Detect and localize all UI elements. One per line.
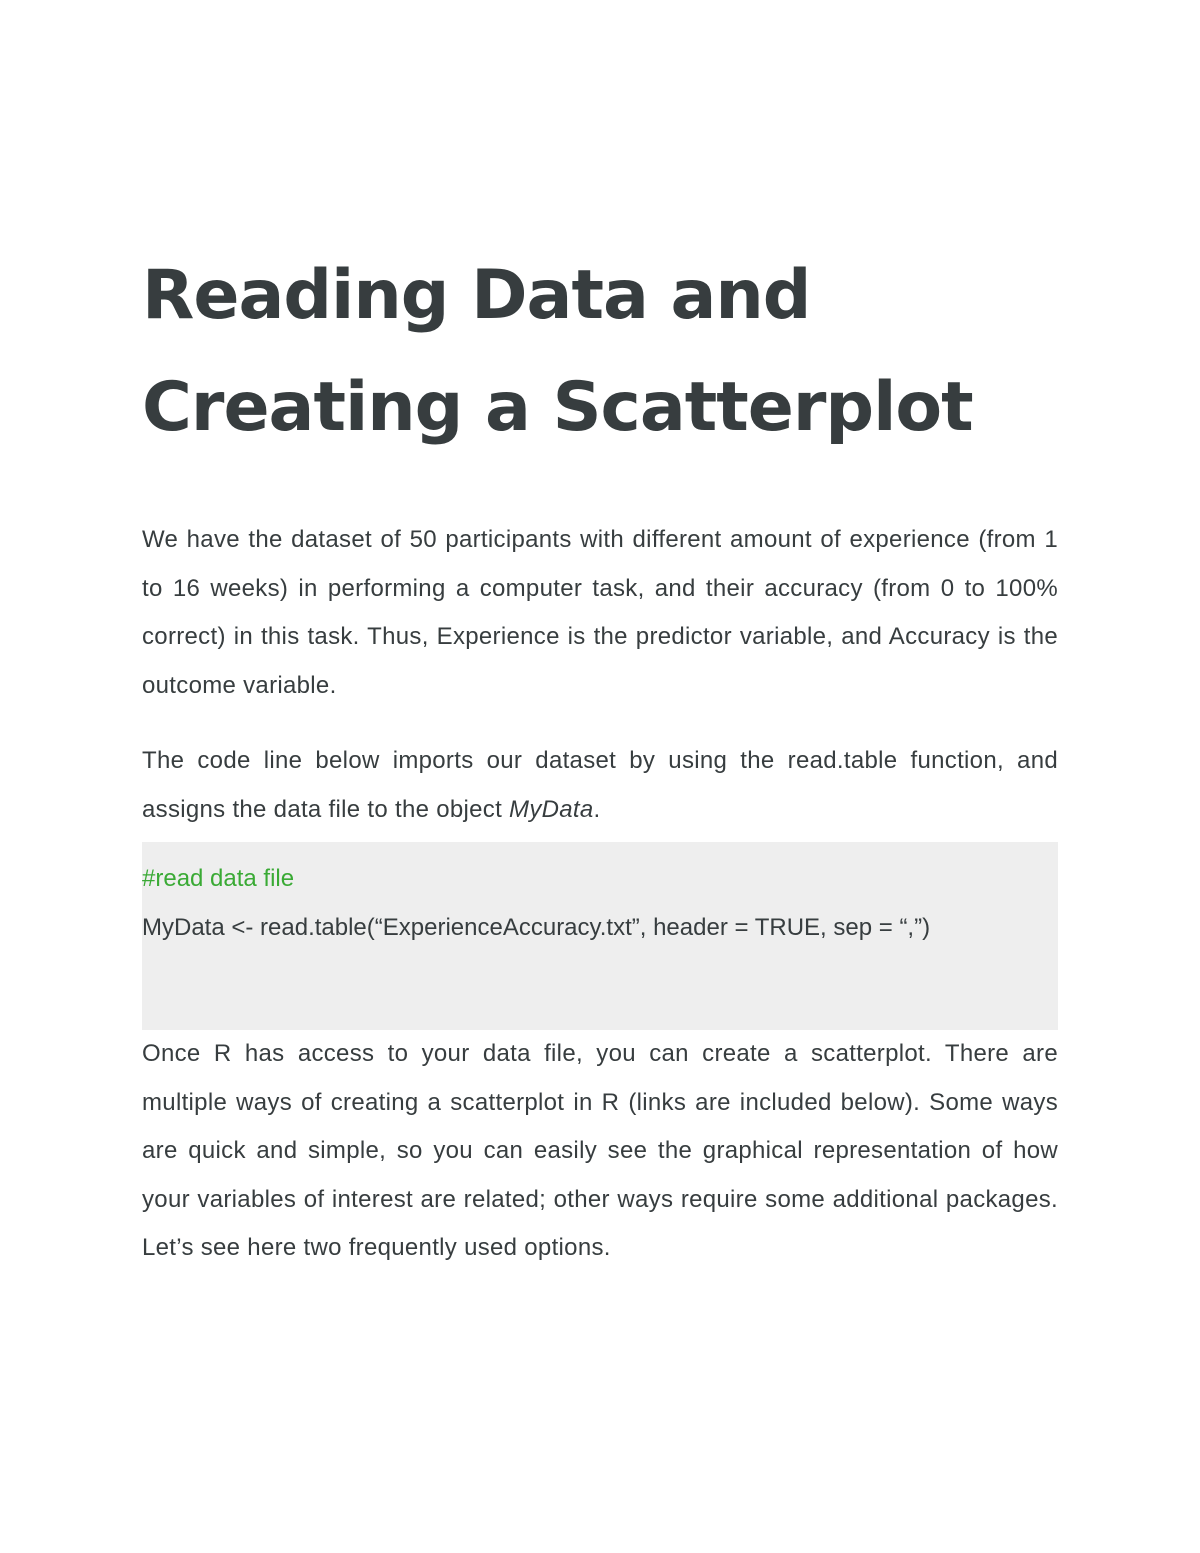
code-block <box>142 842 1058 1030</box>
paragraph-dataset-description: We have the dataset of 50 participants with different amount of experience (from 1 to 16 weeks) in performing a computer task, and their accuracy (from 0 to 100% correct) in this task. Thus, Experience is the predictor variable, and Accuracy is the outcome variable. <box>142 526 1058 699</box>
code-line-read-table: MyData <- read.table(“ExperienceAccuracy.txt”, header = TRUE, sep = “,”) <box>142 914 931 941</box>
object-name-mydata: MyData <box>509 795 594 823</box>
paragraph-scatterplot-options: Once R has access to your data file, you can create a scatterplot. There are multiple ways of creating a scatterplot in R (links are included below). Some ways are quick and simple, so you can easily see the graphical representation of how your variables of interest are related; other ways require some additional packages. Let’s see here two frequently used options. <box>142 1040 1058 1261</box>
paragraph-code-intro-end: . <box>593 795 601 823</box>
page-title <box>142 240 1058 464</box>
paragraph-code-intro-text: The code line below imports our dataset by using the read.table function, and assigns the data file to the object <box>142 747 1058 823</box>
paragraph-code-intro <box>142 737 1058 834</box>
page-title-line-1: Reading Data and <box>142 256 811 335</box>
document-page <box>142 240 1058 1273</box>
page-title-line-2: Creating a Scatterplot <box>142 368 973 447</box>
code-comment: #read data file <box>142 865 295 892</box>
